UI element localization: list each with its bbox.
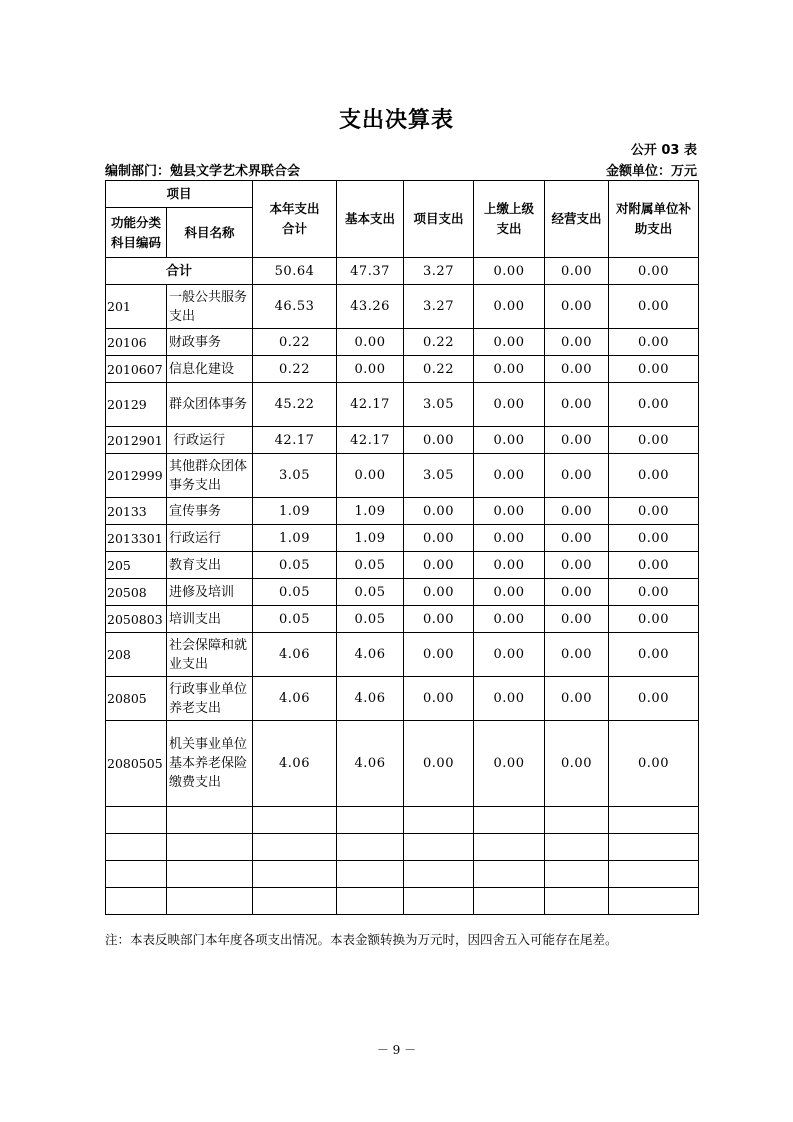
row-code: 2013301	[106, 525, 167, 552]
row-basic: 0.05	[337, 606, 404, 633]
empty-cell	[337, 888, 404, 915]
empty-cell	[609, 807, 699, 834]
department-label: 编制部门：勉县文学艺术界联合会	[105, 164, 301, 179]
empty-cell	[545, 834, 609, 861]
row-code: 2050803	[106, 606, 167, 633]
empty-cell	[337, 861, 404, 888]
total-cell-total: 50.64	[253, 258, 337, 285]
row-basic: 0.05	[337, 579, 404, 606]
header-subject-name: 科目名称	[167, 208, 253, 258]
row-basic: 4.06	[337, 633, 404, 677]
row-code: 208	[106, 633, 167, 677]
row-operate: 0.00	[545, 633, 609, 677]
row-name: 行政事业单位养老支出	[167, 677, 253, 721]
table-code-label: 公开 03 表	[630, 143, 697, 158]
row-basic: 0.00	[337, 356, 404, 383]
row-name: 社会保障和就业支出	[167, 633, 253, 677]
table-row	[106, 633, 699, 677]
row-operate: 0.00	[545, 285, 609, 329]
row-basic: 42.17	[337, 383, 404, 427]
row-name: 一般公共服务支出	[167, 285, 253, 329]
row-subsidy: 0.00	[609, 329, 699, 356]
row-name: 财政事务	[167, 329, 253, 356]
table-row	[106, 356, 699, 383]
empty-row	[106, 861, 699, 888]
row-total: 42.17	[253, 427, 337, 454]
row-code: 20133	[106, 498, 167, 525]
row-subsidy: 0.00	[609, 579, 699, 606]
row-code: 2012901	[106, 427, 167, 454]
row-remit: 0.00	[474, 677, 545, 721]
footnote: 注：本表反映部门本年度各项支出情况。本表金额转换为万元时，因四舍五入可能存在尾差。	[105, 932, 618, 947]
page-number: － 9 －	[376, 1043, 417, 1057]
header-subsidy: 对附属单位补助支出	[609, 181, 699, 258]
empty-cell	[404, 861, 474, 888]
empty-cell	[474, 834, 545, 861]
row-basic: 0.00	[337, 454, 404, 498]
row-name: 其他群众团体事务支出	[167, 454, 253, 498]
empty-cell	[609, 834, 699, 861]
row-total: 4.06	[253, 677, 337, 721]
row-basic: 1.09	[337, 498, 404, 525]
row-remit: 0.00	[474, 383, 545, 427]
total-cell-basic: 47.37	[337, 258, 404, 285]
row-project: 3.05	[404, 454, 474, 498]
empty-cell	[253, 807, 337, 834]
empty-cell	[167, 834, 253, 861]
total-cell-subsidy: 0.00	[609, 258, 699, 285]
total-cell-project: 3.27	[404, 258, 474, 285]
row-subsidy: 0.00	[609, 356, 699, 383]
row-basic: 4.06	[337, 721, 404, 807]
row-total: 1.09	[253, 525, 337, 552]
table-row	[106, 383, 699, 427]
row-subsidy: 0.00	[609, 285, 699, 329]
row-remit: 0.00	[474, 454, 545, 498]
row-project: 0.00	[404, 579, 474, 606]
row-remit: 0.00	[474, 356, 545, 383]
empty-row	[106, 807, 699, 834]
row-code: 2010607	[106, 356, 167, 383]
row-total: 46.53	[253, 285, 337, 329]
empty-cell	[167, 888, 253, 915]
row-subsidy: 0.00	[609, 498, 699, 525]
expenditure-table	[105, 180, 699, 915]
row-subsidy: 0.00	[609, 721, 699, 807]
row-total: 0.05	[253, 606, 337, 633]
row-basic: 1.09	[337, 525, 404, 552]
row-code: 201	[106, 285, 167, 329]
row-name: 培训支出	[167, 606, 253, 633]
row-project: 0.22	[404, 356, 474, 383]
row-remit: 0.00	[474, 285, 545, 329]
row-remit: 0.00	[474, 579, 545, 606]
header-remit: 上缴上级支出	[474, 181, 545, 258]
empty-cell	[253, 834, 337, 861]
header-basic: 基本支出	[337, 181, 404, 258]
row-subsidy: 0.00	[609, 606, 699, 633]
empty-cell	[106, 888, 167, 915]
empty-cell	[106, 861, 167, 888]
row-subsidy: 0.00	[609, 525, 699, 552]
empty-cell	[545, 807, 609, 834]
row-code: 20805	[106, 677, 167, 721]
total-label: 合计	[106, 258, 253, 285]
row-operate: 0.00	[545, 525, 609, 552]
empty-cell	[167, 807, 253, 834]
row-basic: 0.05	[337, 552, 404, 579]
row-operate: 0.00	[545, 579, 609, 606]
row-project: 3.27	[404, 285, 474, 329]
table-row	[106, 552, 699, 579]
row-remit: 0.00	[474, 606, 545, 633]
row-subsidy: 0.00	[609, 633, 699, 677]
table-row	[106, 606, 699, 633]
row-operate: 0.00	[545, 606, 609, 633]
row-remit: 0.00	[474, 633, 545, 677]
table-row	[106, 454, 699, 498]
table-row	[106, 579, 699, 606]
row-total: 1.09	[253, 498, 337, 525]
empty-cell	[404, 807, 474, 834]
table-row	[106, 721, 699, 807]
table-body	[106, 181, 699, 915]
header-total: 本年支出合计	[253, 181, 337, 258]
row-remit: 0.00	[474, 427, 545, 454]
row-project: 0.00	[404, 677, 474, 721]
row-name: 进修及培训	[167, 579, 253, 606]
empty-cell	[404, 888, 474, 915]
row-name: 行政运行	[167, 427, 253, 454]
row-total: 0.22	[253, 329, 337, 356]
row-basic: 43.26	[337, 285, 404, 329]
row-total: 4.06	[253, 633, 337, 677]
empty-cell	[609, 861, 699, 888]
row-total: 4.06	[253, 721, 337, 807]
row-project: 0.00	[404, 721, 474, 807]
row-operate: 0.00	[545, 721, 609, 807]
empty-cell	[474, 807, 545, 834]
empty-cell	[106, 807, 167, 834]
table-row	[106, 498, 699, 525]
row-subsidy: 0.00	[609, 454, 699, 498]
row-basic: 4.06	[337, 677, 404, 721]
row-total: 0.05	[253, 552, 337, 579]
empty-cell	[106, 834, 167, 861]
empty-cell	[474, 888, 545, 915]
empty-cell	[337, 834, 404, 861]
row-operate: 0.00	[545, 383, 609, 427]
table-row	[106, 427, 699, 454]
header-project: 项目支出	[404, 181, 474, 258]
header-row-1	[106, 181, 699, 208]
header-item: 项目	[106, 181, 253, 208]
empty-cell	[253, 861, 337, 888]
total-cell-operate: 0.00	[545, 258, 609, 285]
row-operate: 0.00	[545, 498, 609, 525]
row-operate: 0.00	[545, 454, 609, 498]
row-operate: 0.00	[545, 677, 609, 721]
row-project: 3.05	[404, 383, 474, 427]
row-project: 0.00	[404, 427, 474, 454]
row-name: 机关事业单位基本养老保险缴费支出	[167, 721, 253, 807]
row-project: 0.00	[404, 525, 474, 552]
empty-cell	[474, 861, 545, 888]
row-name: 行政运行	[167, 525, 253, 552]
row-project: 0.00	[404, 606, 474, 633]
row-total: 45.22	[253, 383, 337, 427]
row-total: 3.05	[253, 454, 337, 498]
row-code: 205	[106, 552, 167, 579]
row-remit: 0.00	[474, 552, 545, 579]
empty-row	[106, 834, 699, 861]
empty-cell	[609, 888, 699, 915]
row-basic: 0.00	[337, 329, 404, 356]
row-name: 教育支出	[167, 552, 253, 579]
row-remit: 0.00	[474, 525, 545, 552]
row-project: 0.00	[404, 498, 474, 525]
row-code: 20508	[106, 579, 167, 606]
total-row	[106, 258, 699, 285]
row-name: 宣传事务	[167, 498, 253, 525]
row-name: 群众团体事务	[167, 383, 253, 427]
row-project: 0.00	[404, 633, 474, 677]
row-subsidy: 0.00	[609, 383, 699, 427]
row-operate: 0.00	[545, 552, 609, 579]
row-code: 2080505	[106, 721, 167, 807]
empty-row	[106, 888, 699, 915]
header-func-code: 功能分类科目编码	[106, 208, 167, 258]
row-name: 信息化建设	[167, 356, 253, 383]
page-title: 支出决算表	[338, 108, 454, 133]
empty-cell	[545, 861, 609, 888]
row-subsidy: 0.00	[609, 552, 699, 579]
empty-cell	[404, 834, 474, 861]
row-operate: 0.00	[545, 356, 609, 383]
row-remit: 0.00	[474, 498, 545, 525]
header-operate: 经营支出	[545, 181, 609, 258]
row-operate: 0.00	[545, 427, 609, 454]
row-basic: 42.17	[337, 427, 404, 454]
empty-cell	[337, 807, 404, 834]
row-remit: 0.00	[474, 329, 545, 356]
empty-cell	[545, 888, 609, 915]
table-row	[106, 677, 699, 721]
table-row	[106, 525, 699, 552]
row-project: 0.22	[404, 329, 474, 356]
row-code: 2012999	[106, 454, 167, 498]
row-subsidy: 0.00	[609, 427, 699, 454]
table-row	[106, 285, 699, 329]
row-code: 20106	[106, 329, 167, 356]
unit-label: 金额单位：万元	[605, 164, 697, 179]
empty-cell	[167, 861, 253, 888]
row-remit: 0.00	[474, 721, 545, 807]
row-total: 0.22	[253, 356, 337, 383]
row-operate: 0.00	[545, 329, 609, 356]
total-cell-remit: 0.00	[474, 258, 545, 285]
table-row	[106, 329, 699, 356]
row-code: 20129	[106, 383, 167, 427]
empty-cell	[253, 888, 337, 915]
row-project: 0.00	[404, 552, 474, 579]
row-subsidy: 0.00	[609, 677, 699, 721]
row-total: 0.05	[253, 579, 337, 606]
